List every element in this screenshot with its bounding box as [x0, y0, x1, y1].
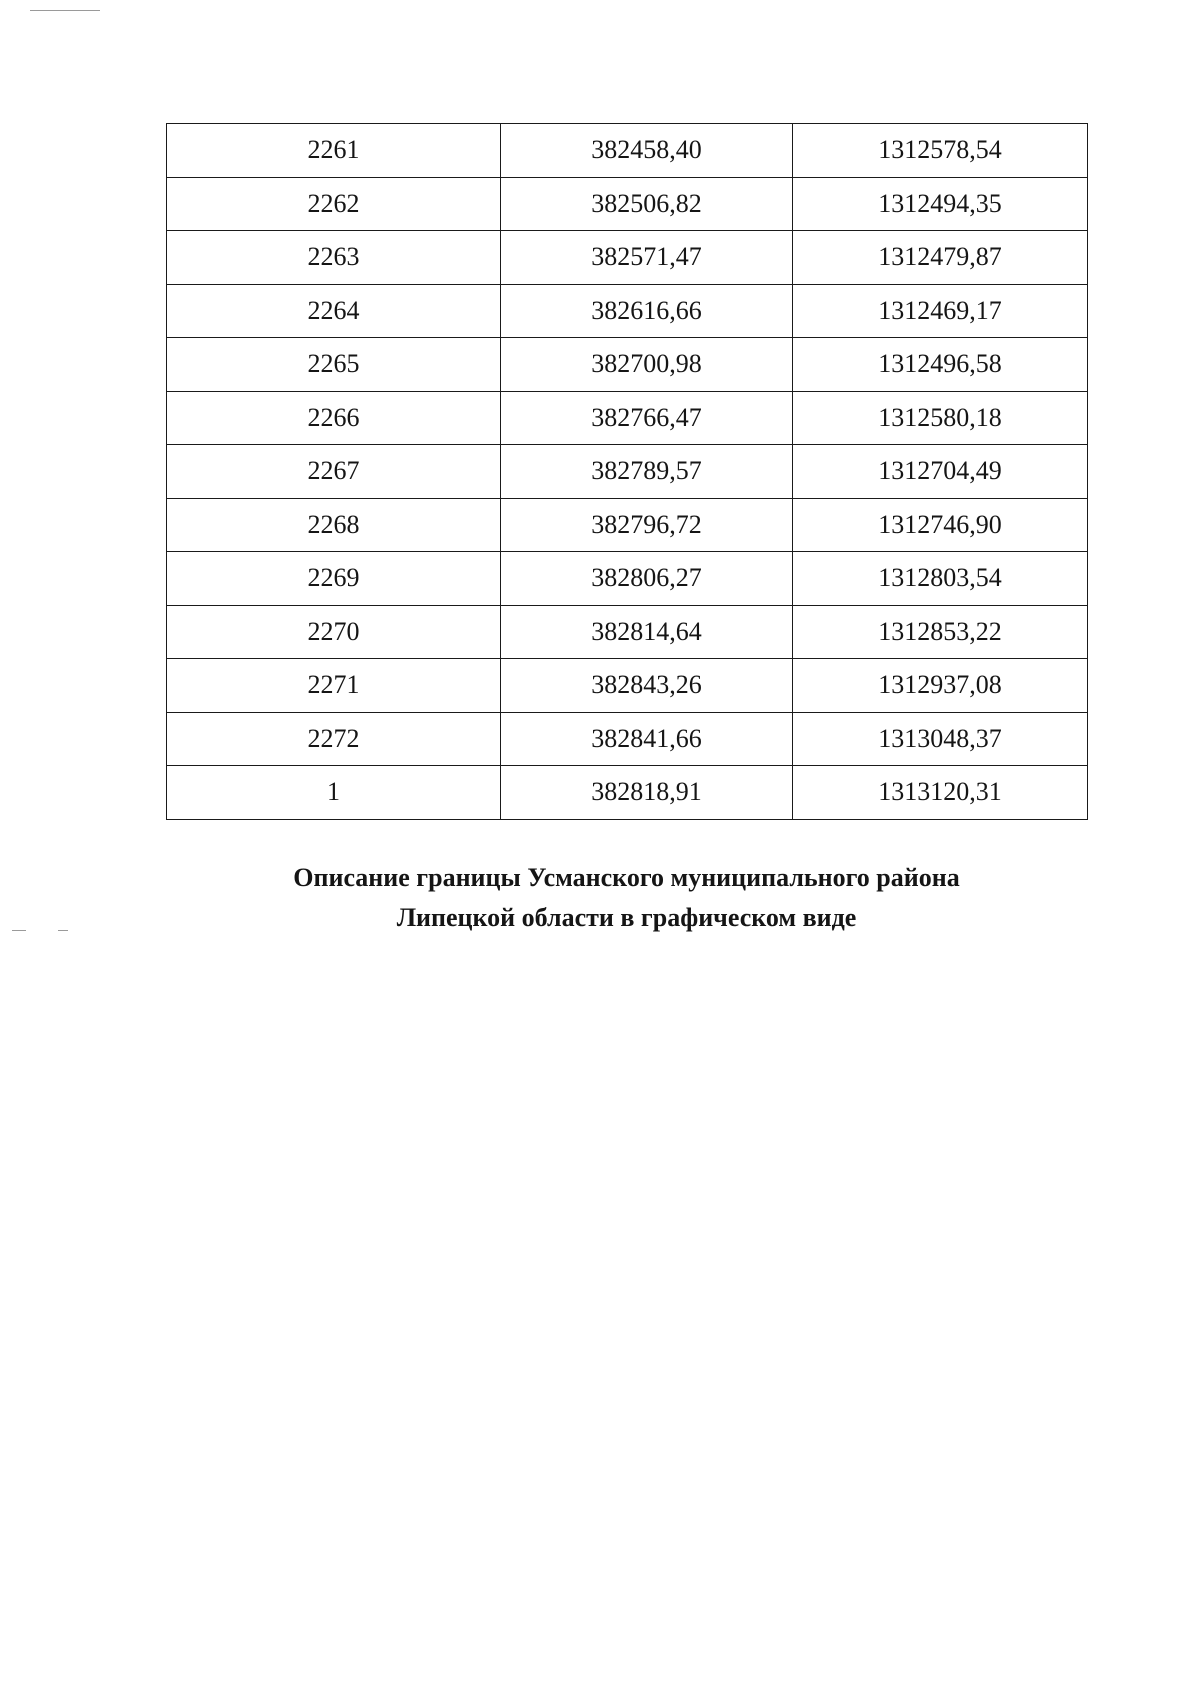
y-coordinate-cell: 1312937,08: [793, 659, 1088, 713]
point-number-cell: 2263: [167, 231, 501, 285]
section-heading: [166, 858, 1087, 938]
x-coordinate-cell: 382571,47: [501, 231, 793, 285]
y-coordinate-cell: 1312803,54: [793, 552, 1088, 606]
point-number-cell: 2272: [167, 712, 501, 766]
x-coordinate-cell: 382700,98: [501, 338, 793, 392]
y-coordinate-cell: 1312496,58: [793, 338, 1088, 392]
y-coordinate-cell: 1312494,35: [793, 177, 1088, 231]
table-row: [167, 177, 1088, 231]
x-coordinate-cell: 382841,66: [501, 712, 793, 766]
point-number-cell: 2269: [167, 552, 501, 606]
point-number-cell: 2261: [167, 124, 501, 178]
x-coordinate-cell: 382818,91: [501, 766, 793, 820]
x-coordinate-cell: 382458,40: [501, 124, 793, 178]
x-coordinate-cell: 382616,66: [501, 284, 793, 338]
point-number-cell: 2266: [167, 391, 501, 445]
table-row: [167, 498, 1088, 552]
table-row: [167, 659, 1088, 713]
point-number-cell: 1: [167, 766, 501, 820]
y-coordinate-cell: 1312580,18: [793, 391, 1088, 445]
y-coordinate-cell: 1313048,37: [793, 712, 1088, 766]
point-number-cell: 2265: [167, 338, 501, 392]
scan-artifact: [30, 10, 100, 11]
table-row: [167, 284, 1088, 338]
table-row: [167, 231, 1088, 285]
x-coordinate-cell: 382843,26: [501, 659, 793, 713]
table-row: [167, 712, 1088, 766]
table-row: [167, 766, 1088, 820]
x-coordinate-cell: 382766,47: [501, 391, 793, 445]
y-coordinate-cell: 1312704,49: [793, 445, 1088, 499]
y-coordinate-cell: 1312746,90: [793, 498, 1088, 552]
point-number-cell: 2271: [167, 659, 501, 713]
x-coordinate-cell: 382789,57: [501, 445, 793, 499]
y-coordinate-cell: 1312853,22: [793, 605, 1088, 659]
point-number-cell: 2268: [167, 498, 501, 552]
y-coordinate-cell: 1312578,54: [793, 124, 1088, 178]
y-coordinate-cell: 1312479,87: [793, 231, 1088, 285]
point-number-cell: 2267: [167, 445, 501, 499]
point-number-cell: 2264: [167, 284, 501, 338]
table-row: [167, 338, 1088, 392]
y-coordinate-cell: 1312469,17: [793, 284, 1088, 338]
x-coordinate-cell: 382806,27: [501, 552, 793, 606]
table-row: [167, 605, 1088, 659]
point-number-cell: 2262: [167, 177, 501, 231]
y-coordinate-cell: 1313120,31: [793, 766, 1088, 820]
coordinates-table: [166, 123, 1088, 820]
x-coordinate-cell: 382814,64: [501, 605, 793, 659]
table-row: [167, 552, 1088, 606]
point-number-cell: 2270: [167, 605, 501, 659]
table-row: [167, 445, 1088, 499]
table-row: [167, 391, 1088, 445]
section-heading-line-2: Липецкой области в графическом виде: [396, 903, 857, 932]
table-row: [167, 124, 1088, 178]
x-coordinate-cell: 382506,82: [501, 177, 793, 231]
scan-artifact: [58, 930, 68, 931]
section-heading-line-1: Описание границы Усманского муниципального района: [293, 863, 960, 892]
scan-artifact: [12, 930, 26, 931]
x-coordinate-cell: 382796,72: [501, 498, 793, 552]
